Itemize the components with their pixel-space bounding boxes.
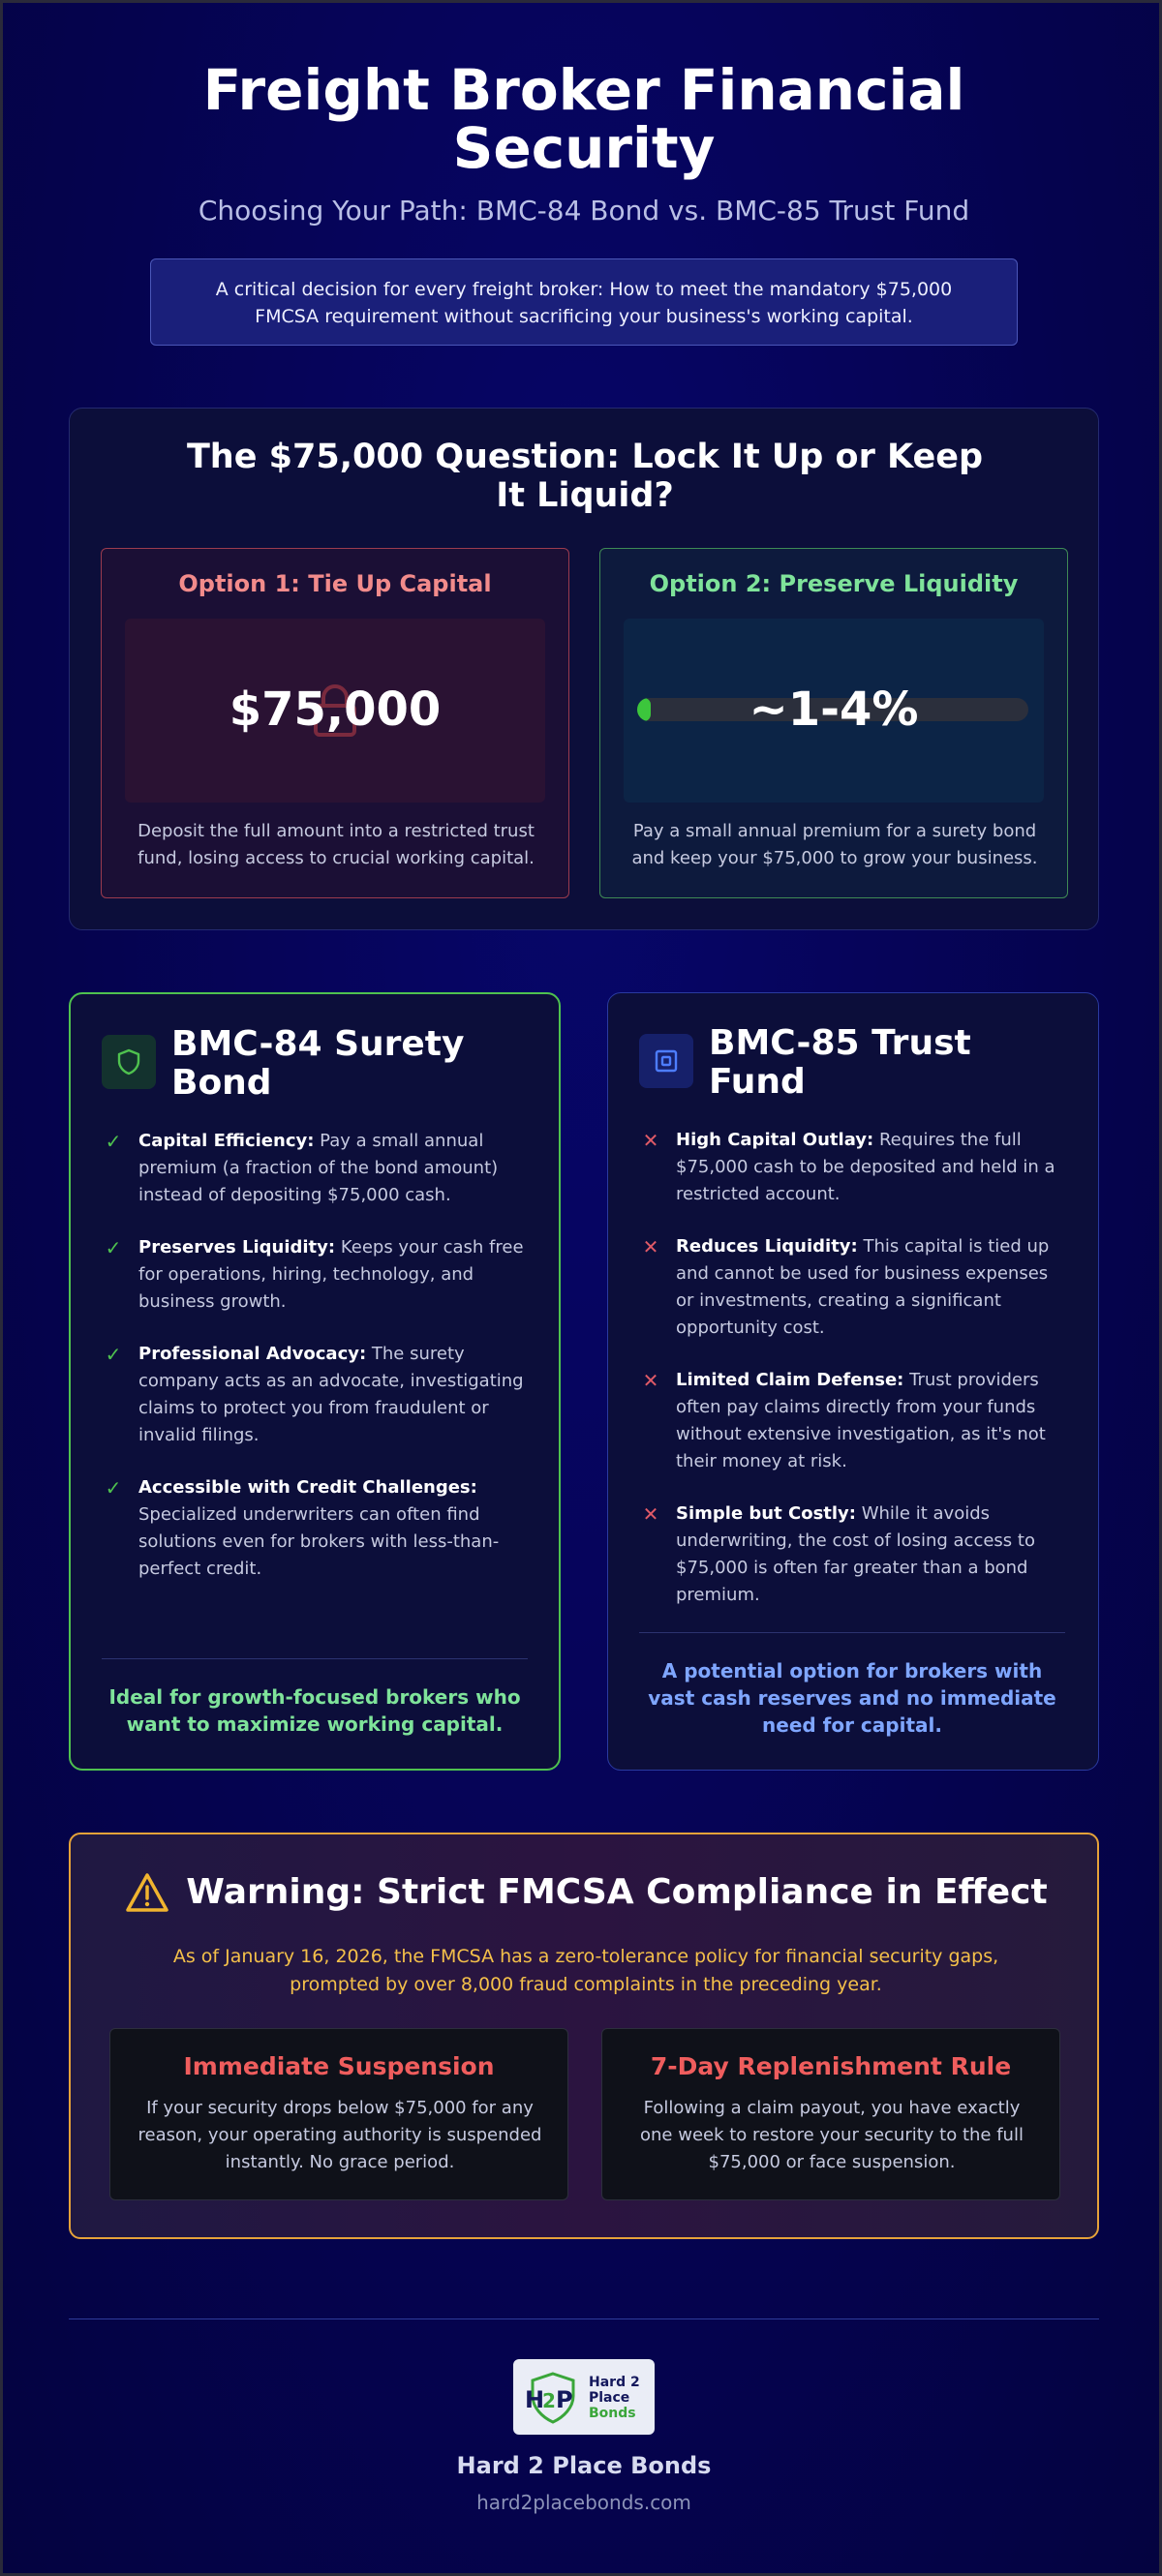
- logo-line: Hard 2: [589, 2375, 640, 2390]
- bmc85-feature-list: [639, 1127, 1065, 1634]
- question-section: [69, 408, 1099, 930]
- warning-icon: [124, 1871, 170, 1914]
- feature-text: Specialized underwriters can often find solutions even for brokers with less-than-perfect credit.: [138, 1504, 500, 1579]
- company-name: Hard 2 Place Bonds: [456, 2452, 712, 2479]
- bmc84-summary: Ideal for growth-focused brokers who want to maximize working capital.: [108, 1685, 521, 1736]
- footer-divider: [69, 2318, 1099, 2319]
- rule-description: Following a claim payout, you have exactly one week to restore your security to the full $75,000 or face suspension.: [640, 2098, 1024, 2172]
- option1-visual: [125, 619, 545, 803]
- option2-premium: ~1-4%: [749, 682, 919, 737]
- page-title: Freight Broker Financial Security: [202, 57, 965, 181]
- feature-text: Trust providers often pay claims directly from your funds without extensive investigation, as it's not their money at risk.: [676, 1370, 1046, 1471]
- bmc85-title: BMC-85 Trust Fund: [709, 1023, 971, 1102]
- feature-lead: Limited Claim Defense:: [676, 1370, 904, 1390]
- feature-lead: Preserves Liquidity:: [138, 1237, 336, 1258]
- bmc84-card: [69, 992, 561, 1771]
- feature-lead: High Capital Outlay:: [676, 1130, 874, 1150]
- list-item: [639, 1233, 1065, 1342]
- list-item: [639, 1127, 1065, 1208]
- logo-line: Bonds: [589, 2406, 636, 2421]
- option1-title: Option 1: Tie Up Capital: [178, 570, 492, 597]
- option-tie-up-capital: [101, 548, 569, 898]
- rule-title: 7-Day Replenishment Rule: [650, 2052, 1012, 2080]
- feature-lead: Reduces Liquidity:: [676, 1236, 858, 1257]
- divider: [102, 1658, 528, 1659]
- page-subtitle: Choosing Your Path: BMC-84 Bond vs. BMC-85 Trust Fund: [198, 195, 970, 227]
- rule-description: If your security drops below $75,000 for any reason, your operating authority is suspended instantly. No grace period.: [138, 2098, 542, 2172]
- vault-icon: [639, 1034, 693, 1088]
- question-title: The $75,000 Question: Lock It Up or Keep It Liquid?: [186, 438, 984, 515]
- rule-title: Immediate Suspension: [183, 2052, 495, 2080]
- svg-text:2: 2: [542, 2389, 556, 2412]
- intro-callout: A critical decision for every freight broker: How to meet the mandatory $75,000 FMCSA requirement without sacrificing your business's working capital.: [150, 258, 1018, 346]
- warning-title: Warning: Strict FMCSA Compliance in Effect: [186, 1872, 1048, 1912]
- check-icon: ✓: [105, 1476, 122, 1500]
- logo-wordmark: [589, 2375, 653, 2421]
- check-icon: ✓: [105, 1236, 122, 1259]
- feature-lead: Accessible with Credit Challenges:: [138, 1477, 477, 1498]
- feature-text: The surety company acts as an advocate, investigating claims to protect you from fraudulent or invalid filings.: [138, 1344, 524, 1445]
- page-header: [3, 57, 1162, 227]
- feature-text: While it avoids underwriting, the cost of losing access to $75,000 is often far greater than a bond premium.: [676, 1503, 1035, 1605]
- compliance-warning: [69, 1833, 1099, 2239]
- bmc85-header: [639, 1024, 1065, 1111]
- x-icon: ✕: [642, 1129, 659, 1152]
- feature-lead: Simple but Costly:: [676, 1503, 856, 1524]
- company-logo[interactable]: [513, 2359, 655, 2435]
- option1-amount: $75,000: [229, 682, 442, 737]
- feature-text: This capital is tied up and cannot be used for business expenses or investments, creating a significant opportunity cost.: [676, 1236, 1050, 1338]
- feature-lead: Capital Efficiency:: [138, 1131, 315, 1151]
- list-item: [102, 1234, 528, 1316]
- feature-lead: Professional Advocacy:: [138, 1344, 367, 1364]
- bmc85-summary: A potential option for brokers with vast cash reserves and no immediate need for capital.: [648, 1659, 1056, 1737]
- option2-title: Option 2: Preserve Liquidity: [649, 570, 1019, 597]
- feature-text: Pay a small annual premium (a fraction of the bond amount) instead of depositing $75,000 cash.: [138, 1131, 499, 1205]
- option2-description: Pay a small annual premium for a surety bond and keep your $75,000 to grow your business.: [631, 821, 1038, 868]
- option2-visual: [624, 619, 1044, 803]
- list-item: [639, 1500, 1065, 1609]
- list-item: [102, 1128, 528, 1209]
- bmc84-title: BMC-84 Surety Bond: [171, 1024, 465, 1103]
- x-icon: ✕: [642, 1235, 659, 1258]
- divider: [639, 1632, 1065, 1633]
- svg-text:P: P: [556, 2386, 573, 2413]
- list-item: [639, 1367, 1065, 1475]
- feature-text: Requires the full $75,000 cash to be deposited and held in a restricted account.: [676, 1130, 1055, 1204]
- logo-shield-icon: [521, 2371, 585, 2425]
- bmc84-header: [102, 1025, 528, 1112]
- x-icon: ✕: [642, 1369, 659, 1392]
- company-url-link[interactable]: hard2placebonds.com: [476, 2491, 691, 2514]
- list-item: [102, 1341, 528, 1449]
- rule-immediate-suspension: [109, 2028, 568, 2200]
- bmc84-feature-list: [102, 1128, 528, 1608]
- check-icon: ✓: [105, 1130, 122, 1153]
- shield-icon: [102, 1035, 156, 1089]
- bmc85-card: [607, 992, 1099, 1771]
- list-item: [102, 1474, 528, 1583]
- svg-text:H: H: [525, 2386, 545, 2413]
- x-icon: ✕: [642, 1502, 659, 1526]
- check-icon: ✓: [105, 1343, 122, 1366]
- logo-line: Place: [589, 2390, 630, 2406]
- feature-text: Keeps your cash free for operations, hiring, technology, and business growth.: [138, 1237, 524, 1312]
- rule-replenishment: [601, 2028, 1060, 2200]
- option1-description: Deposit the full amount into a restricted trust fund, losing access to crucial working capital.: [138, 821, 535, 868]
- warning-header: [71, 1871, 1101, 1918]
- option-preserve-liquidity: [599, 548, 1068, 898]
- warning-body: As of January 16, 2026, the FMCSA has a zero-tolerance policy for financial security gaps, prompted by over 8,000 fraud complaints in the preceding year.: [172, 1946, 999, 1995]
